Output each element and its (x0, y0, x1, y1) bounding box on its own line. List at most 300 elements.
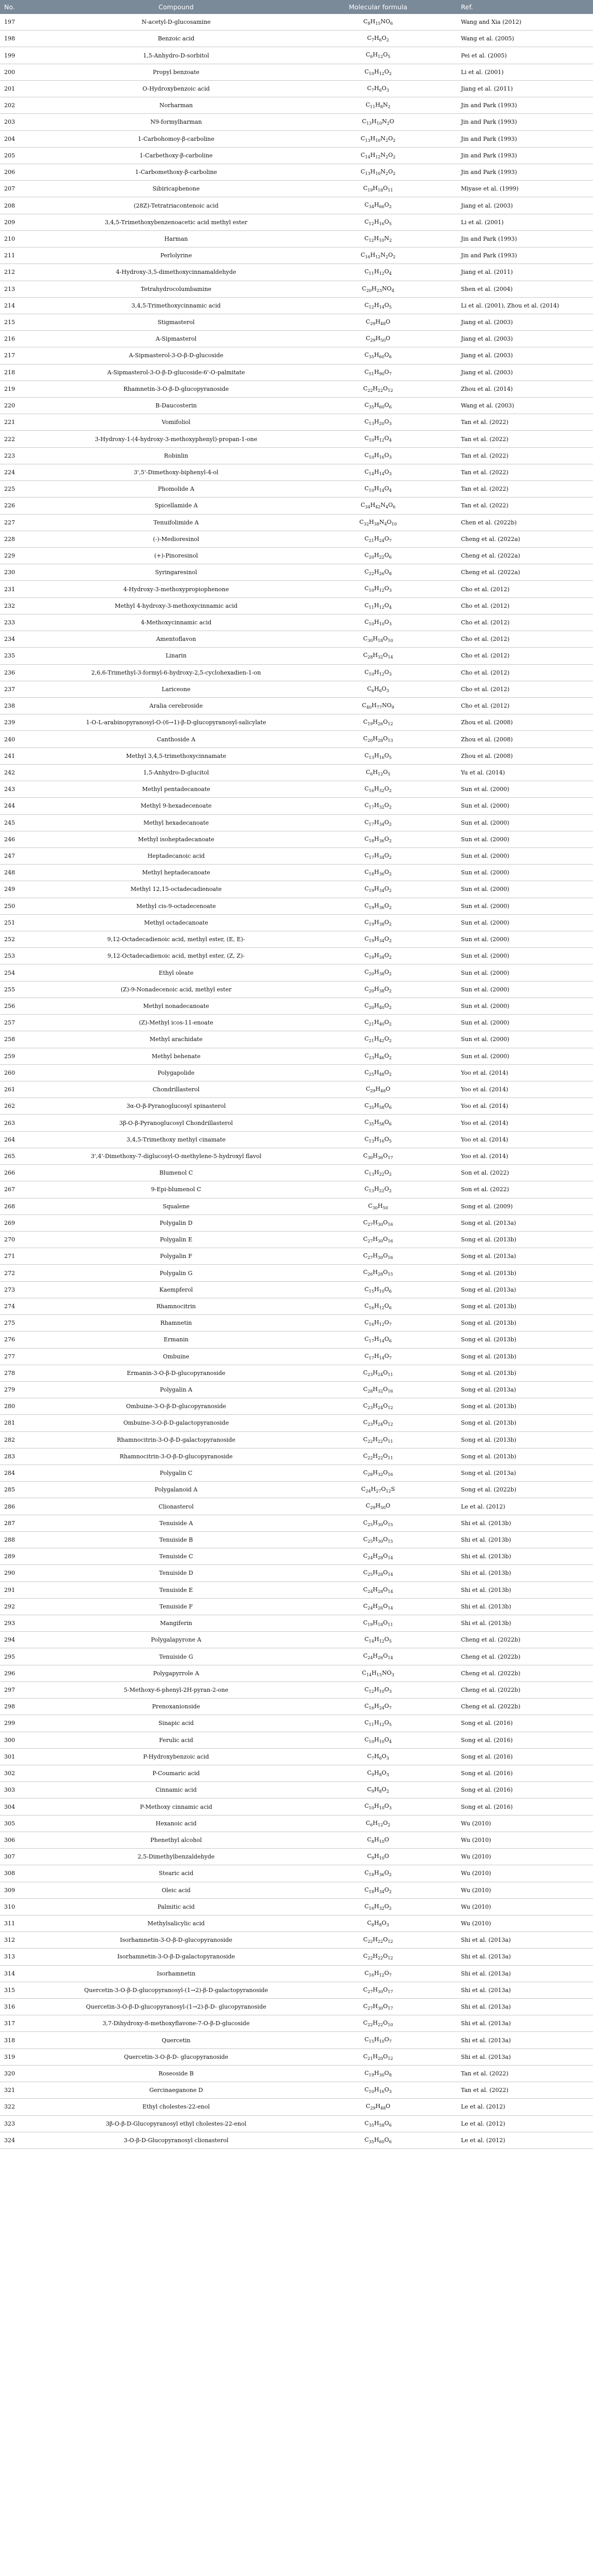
header-formula: Molecular formula (300, 0, 456, 14)
row-number: 307 (0, 1849, 52, 1865)
compound-name: Polygalin E (52, 1231, 300, 1248)
reference: Cheng et al. (2022a) (456, 564, 593, 581)
molecular-formula: $C_{16}H_{32}O_2$ (300, 1898, 456, 1915)
molecular-formula: $C_{30}H_{18}O_{10}$ (300, 631, 456, 648)
reference: Cho et al. (2012) (456, 597, 593, 614)
table-row (0, 1498, 593, 1515)
compound-name: (+)-Pinoresinol (52, 548, 300, 564)
table-row (0, 881, 593, 898)
reference: Sun et al. (2000) (456, 931, 593, 948)
table-row (0, 1198, 593, 1214)
molecular-formula: $C_{12}H_{10}N_2$ (300, 230, 456, 247)
molecular-formula: $C_{40}H_{77}NO_9$ (300, 697, 456, 714)
molecular-formula: $C_{17}H_{32}O_2$ (300, 798, 456, 814)
molecular-formula: $C_{19}H_{38}O_2$ (300, 914, 456, 931)
table-row (0, 1281, 593, 1298)
compound-name: Amentoflavon (52, 631, 300, 648)
compound-name: Tenuiside E (52, 1582, 300, 1598)
molecular-formula: $C_{10}H_{12}O_3$ (300, 581, 456, 597)
reference: Cho et al. (2012) (456, 581, 593, 597)
table-row (0, 865, 593, 881)
reference: Wang et al. (2005) (456, 31, 593, 47)
compound-name: Blumenol C (52, 1165, 300, 1181)
compound-name: A-Sipmasterol (52, 331, 300, 347)
compound-name: 3',5'-Dimethoxy-biphenyl-4-ol (52, 464, 300, 480)
table-row (0, 1515, 593, 1531)
table-row (0, 431, 593, 447)
reference: Shi et al. (2013a) (456, 1932, 593, 1949)
table-row (0, 1214, 593, 1231)
row-number: 312 (0, 1932, 52, 1949)
row-number: 271 (0, 1248, 52, 1265)
table-row (0, 1748, 593, 1765)
reference: Song et al. (2013b) (456, 1265, 593, 1281)
reference: Jiang et al. (2003) (456, 331, 593, 347)
compound-name: Hexanoic acid (52, 1815, 300, 1832)
compound-name: Methyl 9-hexadecenoate (52, 798, 300, 814)
compound-name: Polygalapyrone A (52, 1632, 300, 1648)
molecular-formula: $C_{10}H_{10}O_3$ (300, 1798, 456, 1815)
molecular-formula: $C_{18}H_{34}O_2$ (300, 1882, 456, 1898)
reference: Shi et al. (2013a) (456, 1965, 593, 1982)
reference: Son et al. (2022) (456, 1165, 593, 1181)
molecular-formula: $C_{15}H_{10}O_7$ (300, 2032, 456, 2048)
molecular-formula: $C_{10}H_{14}O_4$ (300, 481, 456, 497)
reference: Pei et al. (2005) (456, 47, 593, 64)
reference: Cheng et al. (2022a) (456, 548, 593, 564)
table-row (0, 1798, 593, 1815)
row-number: 229 (0, 548, 52, 564)
row-number: 279 (0, 1381, 52, 1398)
molecular-formula: $C_8H_{10}O$ (300, 1832, 456, 1848)
compound-name: Stigmasterol (52, 314, 300, 330)
reference: Shi et al. (2013a) (456, 1999, 593, 2015)
reference: Sun et al. (2000) (456, 898, 593, 914)
reference: Song et al. (2013a) (456, 1465, 593, 1482)
molecular-formula: $C_{18}H_{36}O_2$ (300, 865, 456, 881)
reference: Jin and Park (1993) (456, 147, 593, 164)
reference: Song et al. (2013a) (456, 1214, 593, 1231)
compound-name: Ermanin-3-O-β-D-glucopyranoside (52, 1365, 300, 1381)
reference: Sun et al. (2000) (456, 964, 593, 981)
table-row (0, 1732, 593, 1748)
molecular-formula: $C_6H_{12}O_2$ (300, 1815, 456, 1832)
compound-name: Polygalanoid A (52, 1482, 300, 1498)
molecular-formula: $C_{35}H_{58}O_6$ (300, 1098, 456, 1115)
compound-name: (Z)-Methyl icos-11-enoate (52, 1015, 300, 1031)
molecular-formula: $C_{32}H_{38}N_4O_{10}$ (300, 514, 456, 531)
molecular-formula: $C_{19}H_{30}O_8$ (300, 2065, 456, 2082)
reference: Tan et al. (2022) (456, 447, 593, 464)
compound-name: Cinnamic acid (52, 1782, 300, 1798)
table-row (0, 648, 593, 664)
row-number: 286 (0, 1498, 52, 1515)
table-row (0, 181, 593, 197)
molecular-formula: $C_{19}H_{34}O_2$ (300, 881, 456, 898)
table-row (0, 798, 593, 814)
molecular-formula: $C_{24}H_{28}O_{14}$ (300, 1582, 456, 1598)
table-row (0, 1231, 593, 1248)
compound-name: Heptadecanoic acid (52, 847, 300, 864)
molecular-formula: $C_{14}H_{12}O_5$ (300, 1632, 456, 1648)
table-row (0, 1999, 593, 2015)
reference: Yoo et al. (2014) (456, 1098, 593, 1115)
compound-name: Palmitic acid (52, 1898, 300, 1915)
compound-name: Ermanin (52, 1331, 300, 1348)
compound-name: Spicellamide A (52, 497, 300, 514)
table-row (0, 748, 593, 764)
reference: Cho et al. (2012) (456, 664, 593, 681)
row-number: 287 (0, 1515, 52, 1531)
compound-name: 1-Carbethoxy-β-carboline (52, 147, 300, 164)
molecular-formula: $C_{22}H_{22}O_{11}$ (300, 1448, 456, 1465)
row-number: 295 (0, 1648, 52, 1665)
row-number: 267 (0, 1181, 52, 1198)
table-row (0, 1098, 593, 1115)
compound-name: Quercetin-3-O-β-D-glucopyranosyl-(1→2)-β-D-galactopyranoside (52, 1982, 300, 1998)
compound-name: Tenuiside D (52, 1565, 300, 1582)
reference: Song et al. (2013b) (456, 1231, 593, 1248)
table-row (0, 1849, 593, 1865)
reference: Cheng et al. (2022a) (456, 531, 593, 547)
table-row (0, 2082, 593, 2099)
reference: Jin and Park (1993) (456, 230, 593, 247)
table-row (0, 497, 593, 514)
reference: Sun et al. (2000) (456, 1048, 593, 1064)
row-number: 251 (0, 914, 52, 931)
molecular-formula: $C_{23}H_{24}O_{11}$ (300, 1365, 456, 1381)
row-number: 289 (0, 1548, 52, 1565)
table-row (0, 414, 593, 431)
molecular-formula: $C_{28}H_{32}O_{16}$ (300, 1381, 456, 1398)
table-row (0, 1548, 593, 1565)
row-number: 297 (0, 1681, 52, 1698)
molecular-formula: $C_{27}H_{30}O_{16}$ (300, 1231, 456, 1248)
reference: Sun et al. (2000) (456, 1015, 593, 1031)
table-row (0, 398, 593, 414)
row-number: 210 (0, 230, 52, 247)
reference: Song et al. (2013b) (456, 1448, 593, 1465)
row-number: 270 (0, 1231, 52, 1248)
molecular-formula: $C_{17}H_{14}O_7$ (300, 1348, 456, 1365)
compound-name: (28Z)-Tetratriacontenoic acid (52, 197, 300, 214)
table-row (0, 1832, 593, 1848)
reference: Wu (2010) (456, 1815, 593, 1832)
reference: Jin and Park (1993) (456, 164, 593, 180)
molecular-formula: $C_{10}H_{12}O_2$ (300, 64, 456, 80)
reference: Cho et al. (2012) (456, 681, 593, 697)
reference: Song et al. (2013b) (456, 1331, 593, 1348)
table-row (0, 2032, 593, 2048)
reference: Jin and Park (1993) (456, 130, 593, 147)
table-row (0, 1064, 593, 1081)
molecular-formula: $C_7H_6O_3$ (300, 80, 456, 97)
header-ref: Ref. (456, 0, 593, 14)
molecular-formula: $C_{19}H_{18}O_{11}$ (300, 1615, 456, 1632)
compound-name: Methyl nonadecanoate (52, 998, 300, 1014)
reference: Jiang et al. (2011) (456, 264, 593, 281)
reference: Shi et al. (2013b) (456, 1531, 593, 1548)
reference: Cheng et al. (2022b) (456, 1648, 593, 1665)
compound-name: Rhamnocitrin-3-O-β-D-galactopyranoside (52, 1431, 300, 1448)
molecular-formula: $C_{10}H_{10}O_3$ (300, 614, 456, 631)
reference: Song et al. (2013a) (456, 1248, 593, 1265)
compound-name: Perlolyrine (52, 247, 300, 264)
reference: Sun et al. (2000) (456, 948, 593, 964)
reference: Yoo et al. (2014) (456, 1148, 593, 1164)
reference: Shi et al. (2013b) (456, 1515, 593, 1531)
row-number: 290 (0, 1565, 52, 1582)
reference: Le et al. (2012) (456, 2115, 593, 2132)
compound-name: Polygalin C (52, 1465, 300, 1482)
reference: Sun et al. (2000) (456, 998, 593, 1014)
reference: Cho et al. (2012) (456, 614, 593, 631)
reference: Jin and Park (1993) (456, 114, 593, 130)
molecular-formula: $C_{29}H_{48}O$ (300, 1081, 456, 1098)
compound-name: 1-Carbohomoy-β-carboline (52, 130, 300, 147)
row-number: 278 (0, 1365, 52, 1381)
table-row (0, 1415, 593, 1431)
row-number: 269 (0, 1214, 52, 1231)
reference: Li et al. (2001), Zhou et al. (2014) (456, 297, 593, 314)
reference: Li et al. (2001) (456, 64, 593, 80)
row-number: 249 (0, 881, 52, 898)
table-row (0, 264, 593, 281)
compound-name: Quercetin-3-O-β-D-glucopyranosyl-(1→2)-β-D- glucopyranoside (52, 1999, 300, 2015)
compound-name: Ombuine (52, 1348, 300, 1365)
row-number: 220 (0, 398, 52, 414)
header-compound: Compound (52, 0, 300, 14)
table-row (0, 1615, 593, 1632)
row-number: 226 (0, 497, 52, 514)
reference: Song et al. (2016) (456, 1782, 593, 1798)
table-row (0, 347, 593, 364)
table-row (0, 1081, 593, 1098)
table-row (0, 114, 593, 130)
molecular-formula: $C_{22}H_{26}O_8$ (300, 564, 456, 581)
row-number: 214 (0, 297, 52, 314)
molecular-formula: $C_{22}H_{22}O_{12}$ (300, 1949, 456, 1965)
table-row (0, 814, 593, 831)
molecular-formula: $C_{21}H_{24}O_7$ (300, 531, 456, 547)
compound-name: 3α-O-β-Pyranoglucosyl spinasterol (52, 1098, 300, 1115)
row-number: 304 (0, 1798, 52, 1815)
table-row (0, 164, 593, 180)
compound-name: Ethyl cholestes-22-enol (52, 2099, 300, 2115)
molecular-formula: $C_{30}H_{36}O_{17}$ (300, 1148, 456, 1164)
compound-name: Oleic acid (52, 1882, 300, 1898)
compound-name: Stearic acid (52, 1865, 300, 1882)
molecular-formula: $C_{35}H_{60}O_6$ (300, 2132, 456, 2148)
compound-name: Chondrillasterol (52, 1081, 300, 1098)
table-row (0, 1315, 593, 1331)
row-number: 242 (0, 764, 52, 781)
molecular-formula: $C_{30}H_{50}$ (300, 1198, 456, 1214)
table-row (0, 31, 593, 47)
compound-name: 4-Hydroxy-3,5-dimethoxycinnamaldehyde (52, 264, 300, 281)
row-number: 268 (0, 1198, 52, 1214)
reference: Wu (2010) (456, 1882, 593, 1898)
molecular-formula: $C_{28}H_{32}O_{16}$ (300, 1465, 456, 1482)
compound-name: 3-O-β-D-Glucopyranosyl clionasterol (52, 2132, 300, 2148)
table-row (0, 1898, 593, 1915)
compound-name: Polygalin D (52, 1214, 300, 1231)
row-number: 241 (0, 748, 52, 764)
table-row (0, 1865, 593, 1882)
molecular-formula: $C_{35}H_{60}O_6$ (300, 398, 456, 414)
table-row (0, 831, 593, 847)
row-number: 258 (0, 1031, 52, 1048)
row-number: 230 (0, 564, 52, 581)
compound-name: Polygalin A (52, 1381, 300, 1398)
molecular-formula: $C_8H_{15}NO_6$ (300, 14, 456, 31)
row-number: 277 (0, 1348, 52, 1365)
compound-name: Methyl behenate (52, 1048, 300, 1064)
compound-name: Phomolide A (52, 481, 300, 497)
table-row (0, 1348, 593, 1365)
reference: Cho et al. (2012) (456, 648, 593, 664)
molecular-formula: $C_{29}H_{48}O$ (300, 2099, 456, 2115)
molecular-formula: $C_{22}H_{22}O_{12}$ (300, 1932, 456, 1949)
reference: Cheng et al. (2022b) (456, 1699, 593, 1715)
molecular-formula: $C_{21}H_{40}O_2$ (300, 1015, 456, 1031)
compound-name: 5-Methoxy-6-phenyl-2H-pyran-2-one (52, 1681, 300, 1698)
reference: Tan et al. (2022) (456, 431, 593, 447)
table-row (0, 1248, 593, 1265)
table-row (0, 1381, 593, 1398)
molecular-formula: $C_{20}H_{38}O_2$ (300, 964, 456, 981)
compound-name: 9,12-Octadecadienoic acid, methyl ester, (Z, Z)- (52, 948, 300, 964)
reference: Tan et al. (2022) (456, 481, 593, 497)
reference: Cho et al. (2012) (456, 697, 593, 714)
table-row (0, 1882, 593, 1898)
molecular-formula: $C_{13}H_{16}O_5$ (300, 1131, 456, 1148)
table-row (0, 297, 593, 314)
row-number: 305 (0, 1815, 52, 1832)
molecular-formula: $C_{20}H_{23}NO_4$ (300, 281, 456, 297)
row-number: 223 (0, 447, 52, 464)
reference: Wu (2010) (456, 1915, 593, 1931)
compound-name: 9,12-Octadecadienoic acid, methyl ester, (E, E)- (52, 931, 300, 948)
table-row (0, 2115, 593, 2132)
molecular-formula: $C_7H_6O_2$ (300, 31, 456, 47)
compound-name: Quercetin (52, 2032, 300, 2048)
compound-name: B-Daucosterin (52, 398, 300, 414)
molecular-formula: $C_{11}H_{12}O_5$ (300, 1715, 456, 1732)
row-number: 288 (0, 1531, 52, 1548)
reference: Zhou et al. (2008) (456, 714, 593, 731)
table-row (0, 1648, 593, 1665)
table-row (0, 964, 593, 981)
row-number: 246 (0, 831, 52, 847)
table-row (0, 548, 593, 564)
table-row (0, 230, 593, 247)
table-row (0, 2048, 593, 2065)
compound-name: O-Hydroxybenzoic acid (52, 80, 300, 97)
molecular-formula: $C_{29}H_{48}O$ (300, 314, 456, 330)
table-row (0, 998, 593, 1014)
compound-name: Phenethyl alcohol (52, 1832, 300, 1848)
table-row (0, 14, 593, 31)
molecular-formula: $C_{10}H_{12}O_3$ (300, 664, 456, 681)
reference: Cho et al. (2012) (456, 631, 593, 648)
compound-name: 3β-O-β-D-Glucopyranosyl ethyl cholestes-22-enol (52, 2115, 300, 2132)
row-number: 306 (0, 1832, 52, 1848)
molecular-formula: $C_{17}H_{34}O_2$ (300, 814, 456, 831)
reference: Wang et al. (2003) (456, 398, 593, 414)
compound-name: 2,5-Dimethylbenzaldehyde (52, 1849, 300, 1865)
table-row (0, 481, 593, 497)
row-number: 281 (0, 1415, 52, 1431)
molecular-formula: $C_{27}H_{30}O_{16}$ (300, 1214, 456, 1231)
table-row (0, 2065, 593, 2082)
reference: Song et al. (2016) (456, 1715, 593, 1732)
table-row (0, 47, 593, 64)
molecular-formula: $C_{21}H_{20}O_{12}$ (300, 2048, 456, 2065)
row-number: 198 (0, 31, 52, 47)
row-number: 285 (0, 1482, 52, 1498)
reference: Le et al. (2012) (456, 2132, 593, 2148)
row-number: 212 (0, 264, 52, 281)
reference: Tan et al. (2022) (456, 497, 593, 514)
molecular-formula: $C_{17}H_{14}O_6$ (300, 1331, 456, 1348)
compound-name: 3,4,5-Trimethoxycinnamic acid (52, 297, 300, 314)
reference: Sun et al. (2000) (456, 865, 593, 881)
compound-name: 2,6,6-Trimethyl-3-formyl-6-hydroxy-2,5-cyclohexadien-1-on (52, 664, 300, 681)
reference: Song et al. (2013b) (456, 1298, 593, 1314)
row-number: 254 (0, 964, 52, 981)
molecular-formula: $C_{13}H_{22}O_2$ (300, 1165, 456, 1181)
molecular-formula: $C_{25}H_{30}O_{15}$ (300, 1531, 456, 1548)
reference: Sun et al. (2000) (456, 847, 593, 864)
compound-name: 3',4'-Dimethoxy-7-diglucosyl-O-methylene-5-hydroxyl flavol (52, 1148, 300, 1164)
reference: Sun et al. (2000) (456, 881, 593, 898)
molecular-formula: $C_9H_8O_3$ (300, 1765, 456, 1781)
compound-name: Clionasterol (52, 1498, 300, 1515)
row-number: 239 (0, 714, 52, 731)
row-number: 261 (0, 1081, 52, 1098)
table-row (0, 1365, 593, 1381)
reference: Shi et al. (2013a) (456, 1982, 593, 1998)
row-number: 319 (0, 2048, 52, 2065)
reference: Song et al. (2016) (456, 1798, 593, 1815)
molecular-formula: $C_{22}H_{22}O_{10}$ (300, 2015, 456, 2032)
reference: Shen et al. (2004) (456, 281, 593, 297)
molecular-formula: $C_{24}H_{26}O_{14}$ (300, 1648, 456, 1665)
reference: Song et al. (2016) (456, 1732, 593, 1748)
molecular-formula: $C_{28}H_{32}O_{14}$ (300, 648, 456, 664)
row-number: 276 (0, 1331, 52, 1348)
compound-name: Propyl benzoate (52, 64, 300, 80)
table-header (0, 0, 593, 14)
reference: Le et al. (2012) (456, 1498, 593, 1515)
table-row (0, 1598, 593, 1615)
molecular-formula: $C_{12}H_{10}O_3$ (300, 1681, 456, 1698)
row-number: 204 (0, 130, 52, 147)
molecular-formula: $C_6H_{12}O_5$ (300, 47, 456, 64)
molecular-formula: $C_{19}H_{34}O_2$ (300, 948, 456, 964)
molecular-formula: $C_{12}H_{14}O_5$ (300, 297, 456, 314)
row-number: 245 (0, 814, 52, 831)
compound-name: Prenoxanionside (52, 1699, 300, 1715)
compound-name: Gercinaeganone D (52, 2082, 300, 2099)
compound-name: 1-Carbomethoxy-β-carboline (52, 164, 300, 180)
table-row (0, 1148, 593, 1164)
row-number: 200 (0, 64, 52, 80)
row-number: 298 (0, 1699, 52, 1715)
molecular-formula: $C_{21}H_{42}O_2$ (300, 1031, 456, 1048)
reference: Tan et al. (2022) (456, 2082, 593, 2099)
